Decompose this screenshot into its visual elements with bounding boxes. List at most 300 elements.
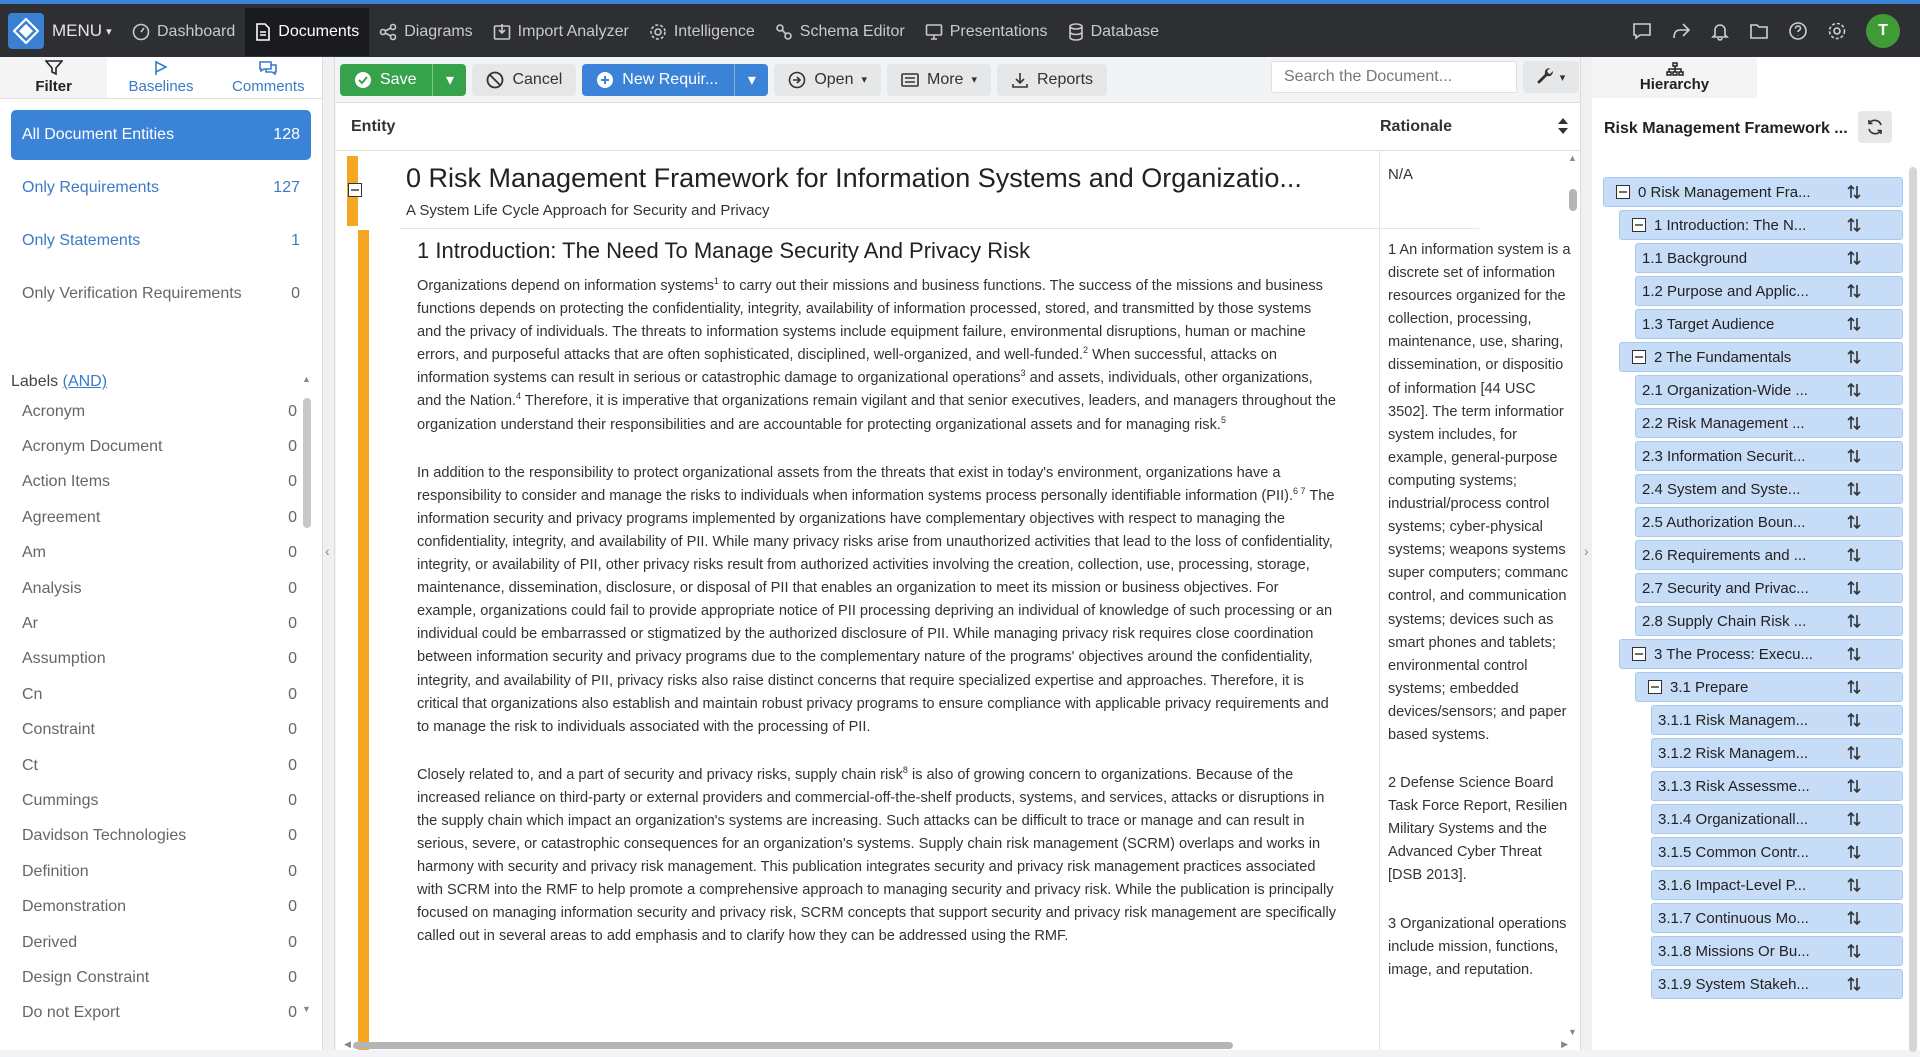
reorder-icon[interactable]	[1846, 745, 1862, 761]
label-name: Ct	[22, 756, 38, 774]
reorder-icon[interactable]	[1846, 481, 1862, 497]
tree-node-label: 1.3 Target Audience	[1642, 315, 1775, 333]
menu-button[interactable]	[52, 21, 112, 41]
column-divider	[1379, 228, 1380, 1050]
label-count: 0	[288, 968, 297, 986]
save-button[interactable]	[340, 64, 466, 96]
rationale-line: maintenance, use, sharing,	[1388, 334, 1564, 351]
label-name: Davidson Technologies	[22, 827, 187, 845]
paragraph: In addition to the responsibility to protect organizational assets from the threats that exist in today's environment, organizations have a responsibility to consider and manage the risks to individuals when information systems process personally identifiable information (PII).$^{6 7}$ The information security and privacy programs implemented by organizations have complementary objectives with respect to managing the confidentiality, integrity, and availability of PII. While many privacy risks arise from unauthorized activities that lead to the loss of confidentiality, integrity, or availability of PII, other privacy risks result from authorized activities involving the creation, collection, use, processing, storage, maintenance, dissemination, disclosure, or disposal of PII that enables an organization to meet its mission or business objectives. For example, organizations could fail to provide appropriate notice of PII processing depriving an individual of knowledge of such processing or an individual could be embarrassed or stigmatized by the authorized disclosure of PII. While managing privacy risk requires close coordination between information security and privacy programs due to the complementary nature of the programs' objectives around the confidentiality, integrity, and availability of PII, privacy risks also raise distinct concerns that require specialized expertise and approaches. Therefore, it is critical that organizations also establish and maintain robust privacy programs to ensure compliance with applicable privacy requirements and to manage the risk to individuals associated with the processing of PII.	[417, 464, 1335, 735]
filter-all-entities[interactable]	[11, 110, 311, 160]
nav-label: Presentations	[949, 23, 1048, 40]
dashboard-icon	[132, 23, 150, 41]
scroll-thumb[interactable]	[1569, 189, 1577, 211]
chevron-left-icon[interactable]: ‹	[325, 543, 330, 559]
label-name: Design Constraint	[22, 968, 150, 986]
tab-comments[interactable]	[215, 57, 322, 98]
document-search-input[interactable]: Search the Document...	[1271, 61, 1517, 93]
share-icon[interactable]	[1671, 21, 1691, 41]
folder-icon[interactable]	[1749, 21, 1769, 41]
rationale-footnote	[1388, 772, 1576, 887]
rationale-line: devices/sensors; and paper	[1388, 703, 1567, 720]
rationale-line: discrete set of information	[1388, 265, 1556, 282]
nav-label: Import Analyzer	[517, 23, 629, 40]
label-item[interactable]	[11, 889, 308, 924]
tree-node[interactable]	[1651, 903, 1903, 933]
tree-node[interactable]	[1651, 969, 1903, 999]
row-divider	[399, 228, 1479, 229]
label-name: Cn	[22, 685, 43, 703]
hierarchy-panel	[1592, 57, 1920, 1050]
reorder-icon[interactable]	[1846, 646, 1862, 662]
paragraph: Organizations depend on information systems$^1$ to carry out their missions and business functions. The success of the missions and business functions depends on protecting the confidentiality, integrity, availability of information processed, stored, and transmitted by those systems and the privacy of individuals. The threats to information systems include equipment failure, environmental disruptions, human or machine errors, and purposeful attacks that are often sophisticated, disciplined, well-organized, and well-funded.$^2$ When successful, attacks on information systems can result in serious or catastrophic damage to organizational operations$^3$ and assets, individuals, other organizations, and the Nation.$^4$ Therefore, it is imperative that organizations remain vigilant and that senior executives, leaders, and managers throughout the organization understand their responsibilities and are accountable for protecting organizational assets and for managing risk.$^5$	[417, 276, 1337, 433]
hierarchy-title: Risk Management Framework ...	[1604, 120, 1848, 137]
label-item[interactable]	[11, 642, 308, 677]
tree-node[interactable]	[1635, 540, 1903, 570]
reorder-icon[interactable]	[1846, 976, 1862, 992]
reorder-icon[interactable]	[1846, 844, 1862, 860]
check-circle-icon	[354, 71, 372, 89]
tree-node[interactable]	[1635, 573, 1903, 603]
tree-node-label: 2.3 Information Securit...	[1642, 447, 1806, 465]
tree-node[interactable]	[1651, 837, 1903, 867]
scroll-right-icon[interactable]: ▶	[1561, 1039, 1568, 1049]
entity-column-header[interactable]: Entity	[351, 118, 396, 135]
rationale-line: collection, processing,	[1388, 311, 1532, 328]
reorder-icon[interactable]	[1846, 613, 1862, 629]
comments-icon	[258, 60, 278, 76]
reorder-icon[interactable]	[1846, 217, 1862, 233]
funnel-icon	[45, 60, 63, 76]
filter-panel	[0, 57, 323, 1050]
open-button[interactable]	[774, 64, 881, 96]
label-count: 0	[288, 791, 297, 809]
tab-hierarchy[interactable]	[1592, 57, 1757, 100]
nav-import-analyzer[interactable]	[483, 8, 639, 56]
rationale-footnote	[1388, 239, 1576, 747]
tree-node-label: 3.1.1 Risk Managem...	[1658, 711, 1809, 729]
diagram-icon	[379, 23, 397, 41]
tree-node-label: 3 The Process: Execu...	[1654, 645, 1813, 663]
tree-node-label: 2.7 Security and Privac...	[1642, 579, 1809, 597]
tree-node[interactable]	[1651, 771, 1903, 801]
menu-label: MENU	[52, 21, 103, 40]
rationale-footnote	[1388, 913, 1576, 982]
wrench-icon	[1537, 68, 1555, 86]
labels-list	[11, 394, 308, 1031]
paragraph: Closely related to, and a part of security and privacy risks, supply chain risk$^8$ is also of growing concern to organizations. Because of the increased reliance on third-party or external providers and commercial-off-the-shelf products, systems, and services, attacks or disruptions in the supply chain which impact an organization's systems are increasing. Such attacks can be difficult to trace or manage and can result in serious, severe, or catastrophic consequences for an organization's systems. Supply chain risk management (SCRM) overlaps and works in harmony with security and privacy risk management. This publication integrates security and privacy risk management practices associated with SCRM into the RMF to help promote a comprehensive approach to managing security and privacy risk. While the publication is principally focused on managing information security and privacy risk, SCRM concepts that support security and privacy risk management are specifically called out in several areas to add emphasis and to clarify how they can be addressed using the RMF.	[417, 764, 1337, 945]
label-count: 0	[288, 650, 297, 668]
label-count: 0	[288, 1004, 297, 1022]
labels-scrollbar[interactable]	[302, 374, 312, 1014]
tree-node[interactable]	[1635, 276, 1903, 306]
label-item[interactable]	[11, 536, 308, 571]
help-icon[interactable]	[1788, 21, 1808, 41]
tree-node[interactable]	[1635, 672, 1903, 702]
cancel-label: Cancel	[512, 70, 563, 88]
label-item[interactable]	[11, 854, 308, 889]
reorder-icon[interactable]	[1846, 679, 1862, 695]
label-count: 0	[288, 579, 297, 597]
document-subtitle: A System Life Cycle Approach for Security and Privacy	[406, 202, 770, 219]
label-count: 0	[288, 933, 297, 951]
hierarchy-scrollbar[interactable]	[1908, 157, 1918, 1057]
label-item[interactable]	[11, 925, 308, 960]
reports-button[interactable]	[997, 64, 1107, 96]
document-view	[336, 102, 1580, 1050]
tree-node[interactable]	[1635, 474, 1903, 504]
rationale-line: smart phones and tablets;	[1388, 634, 1556, 651]
reorder-icon[interactable]	[1846, 415, 1862, 431]
reorder-icon[interactable]	[1846, 250, 1862, 266]
label-count: 0	[288, 508, 297, 526]
user-avatar[interactable]: T	[1866, 14, 1900, 48]
chevron-right-icon[interactable]: ›	[1584, 543, 1589, 559]
title-rationale: N/A	[1388, 166, 1414, 183]
right-splitter[interactable]	[1580, 57, 1592, 1050]
tree-node[interactable]	[1603, 177, 1903, 207]
document-horizontal-scrollbar[interactable]	[344, 1039, 1580, 1051]
save-label: Save	[380, 70, 417, 88]
nav-dashboard[interactable]	[122, 8, 245, 56]
label-item[interactable]	[11, 606, 308, 641]
label-item[interactable]	[11, 819, 308, 854]
nav-label: Diagrams	[404, 23, 473, 40]
nav-label: Intelligence	[673, 23, 755, 40]
tree-node-label: 1.2 Purpose and Applic...	[1642, 282, 1809, 300]
reorder-icon[interactable]	[1846, 547, 1862, 563]
filter-only-requirements[interactable]	[11, 163, 311, 213]
nav-documents[interactable]	[245, 8, 369, 56]
rationale-column-header[interactable]: Rationale	[1380, 118, 1453, 135]
app-logo-icon[interactable]	[8, 13, 44, 49]
collapse-icon[interactable]	[1632, 218, 1646, 232]
reorder-icon[interactable]	[1846, 910, 1862, 926]
tree-node[interactable]	[1635, 507, 1903, 537]
import-icon	[493, 23, 511, 41]
reorder-icon[interactable]	[1846, 349, 1862, 365]
tree-node[interactable]	[1635, 375, 1903, 405]
label-item[interactable]	[11, 748, 308, 783]
rationale-line: Military Systems and the	[1388, 821, 1547, 838]
rationale-line: system includes, for	[1388, 426, 1517, 443]
filter-only-verification[interactable]	[11, 269, 311, 319]
hierarchy-icon	[1666, 62, 1684, 76]
tree-node-label: 0 Risk Management Fra...	[1638, 183, 1811, 201]
tree-node-label: 3.1.3 Risk Assessme...	[1658, 777, 1810, 795]
tree-node[interactable]	[1635, 441, 1903, 471]
filter-count: 127	[273, 179, 300, 196]
label-name: Constraint	[22, 721, 95, 739]
nav-label: Schema Editor	[799, 23, 905, 40]
rationale-line: systems; devices such as	[1388, 611, 1554, 628]
new-requirement-label: New Requir...	[622, 70, 719, 88]
collapse-icon[interactable]	[1648, 680, 1662, 694]
label-name: Acronym	[22, 402, 86, 420]
label-name: Ar	[22, 615, 38, 633]
scroll-thumb[interactable]	[303, 398, 311, 528]
label-name: Action Items	[22, 473, 111, 491]
label-name: Assumption	[22, 650, 106, 668]
tab-label: Comments	[232, 78, 305, 95]
nav-diagrams[interactable]	[369, 8, 482, 56]
label-count: 0	[288, 402, 297, 420]
rationale-line: 1 An information system is a	[1388, 242, 1571, 258]
nav-database[interactable]	[1058, 8, 1170, 56]
open-arrow-icon	[788, 71, 806, 89]
plus-circle-icon	[596, 71, 614, 89]
cancel-icon	[486, 71, 504, 89]
label-item[interactable]	[11, 429, 308, 464]
rationale-line: industrial/process control	[1388, 496, 1550, 513]
collapse-icon[interactable]	[348, 183, 362, 197]
reorder-icon[interactable]	[1846, 877, 1862, 893]
chat-icon[interactable]	[1632, 21, 1652, 41]
reorder-icon[interactable]	[1846, 382, 1862, 398]
filter-label: All Document Entities	[22, 126, 175, 143]
rationale-line: [DSB 2013].	[1388, 867, 1467, 884]
scroll-thumb[interactable]	[1909, 167, 1917, 1052]
label-count: 0	[288, 685, 297, 703]
chevron-down-icon: ▾	[106, 25, 112, 38]
label-name: Agreement	[22, 508, 101, 526]
document-icon	[255, 23, 271, 41]
filter-count: 0	[291, 285, 300, 302]
rationale-line: image, and reputation.	[1388, 961, 1534, 978]
nav-schema-editor[interactable]	[765, 8, 915, 56]
rationale-line: Task Force Report, Resilien	[1388, 798, 1568, 815]
tree-node-label: 3.1 Prepare	[1670, 678, 1749, 696]
tree-node-label: 2.5 Authorization Boun...	[1642, 513, 1806, 531]
label-item[interactable]	[11, 960, 308, 995]
label-count: 0	[288, 615, 297, 633]
filter-count: 128	[273, 126, 300, 143]
nav-label: Dashboard	[157, 23, 236, 40]
tab-filter[interactable]	[0, 57, 107, 98]
section-heading[interactable]: 1 Introduction: The Need To Manage Security And Privacy Risk	[417, 238, 1031, 263]
labels-title: Labels	[11, 373, 59, 390]
settings-gear-icon[interactable]	[1827, 21, 1847, 41]
rationale-line: based systems.	[1388, 726, 1490, 743]
filter-label: Only Verification Requirements	[22, 285, 242, 302]
more-label: More	[927, 70, 964, 88]
label-item[interactable]	[11, 500, 308, 535]
tree-node[interactable]	[1635, 408, 1903, 438]
filter-label: Only Requirements	[22, 179, 159, 196]
scroll-left-icon[interactable]: ◀	[344, 1039, 351, 1049]
rationale-line: 2 Defense Science Board	[1388, 775, 1554, 792]
tree-node[interactable]	[1635, 309, 1903, 339]
download-icon	[1011, 71, 1029, 89]
scroll-up-icon[interactable]: ▲	[302, 374, 311, 384]
label-count: 0	[288, 473, 297, 491]
tree-node[interactable]	[1635, 606, 1903, 636]
label-count: 0	[288, 756, 297, 774]
rationale-line: 3 Organizational operations	[1388, 915, 1567, 932]
tree-node[interactable]	[1651, 804, 1903, 834]
rationale-line: super computers; commanc	[1388, 565, 1569, 582]
gear-icon	[649, 23, 667, 41]
document-vertical-scrollbar[interactable]	[1566, 151, 1580, 1037]
scroll-up-icon[interactable]: ▲	[1568, 153, 1577, 163]
rationale-line: example, general-purpose	[1388, 449, 1558, 466]
tree-node-label: 1 Introduction: The N...	[1654, 216, 1807, 234]
tree-node[interactable]	[1651, 738, 1903, 768]
nav-label: Database	[1090, 23, 1160, 40]
database-icon	[1068, 23, 1084, 41]
label-item[interactable]	[11, 677, 308, 712]
bell-icon[interactable]	[1710, 21, 1730, 41]
reorder-icon[interactable]	[1846, 580, 1862, 596]
label-name: Am	[22, 544, 46, 562]
column-divider	[1379, 151, 1380, 228]
tree-node[interactable]	[1651, 705, 1903, 735]
tab-label: Hierarchy	[1639, 76, 1710, 93]
tree-node-label: 1.1 Background	[1642, 249, 1748, 267]
list-icon	[901, 72, 919, 88]
sort-icon[interactable]	[1557, 117, 1569, 135]
tree-node-label: 3.1.9 System Stakeh...	[1658, 975, 1809, 993]
rationale-line: systems; weapons systems	[1388, 542, 1566, 559]
tree-node[interactable]	[1651, 936, 1903, 966]
label-count: 0	[288, 898, 297, 916]
hierarchy-tree	[1603, 177, 1903, 1002]
rationale-line: control, and communication	[1388, 588, 1567, 605]
label-count: 0	[288, 862, 297, 880]
label-item[interactable]	[11, 465, 308, 500]
nav-intelligence[interactable]	[639, 8, 765, 56]
document-column-header	[336, 103, 1580, 151]
tree-node[interactable]	[1619, 342, 1903, 372]
labels-heading	[11, 373, 107, 391]
rationale-line: of information [44 USC	[1388, 380, 1536, 397]
tree-node-label: 2 The Fundamentals	[1654, 348, 1792, 366]
open-label: Open	[814, 70, 854, 88]
left-splitter[interactable]	[323, 57, 335, 1050]
tree-node-label: 3.1.8 Missions Or Bu...	[1658, 942, 1810, 960]
tab-label: Filter	[35, 78, 72, 95]
reorder-icon[interactable]	[1846, 448, 1862, 464]
tree-node-label: 3.1.2 Risk Managem...	[1658, 744, 1809, 762]
label-name: Cummings	[22, 791, 99, 809]
nav-label: Documents	[278, 23, 360, 40]
chevron-down-icon: ▾	[1559, 71, 1566, 84]
tree-node-label: 3.1.4 Organizationall...	[1658, 810, 1809, 828]
more-button[interactable]	[887, 64, 991, 96]
rationale-line: Advanced Cyber Threat	[1388, 844, 1542, 861]
tree-node-label: 2.2 Risk Management ...	[1642, 414, 1805, 432]
reorder-icon[interactable]	[1846, 712, 1862, 728]
labels-mode-link[interactable]: (AND)	[62, 373, 108, 390]
reorder-icon[interactable]	[1846, 811, 1862, 827]
rationale-line: systems; embedded	[1388, 680, 1519, 697]
label-name: Do not Export	[22, 1004, 120, 1022]
tab-label: Baselines	[128, 78, 194, 95]
reorder-icon[interactable]	[1846, 283, 1862, 299]
tree-node-label: 3.1.6 Impact-Level P...	[1658, 876, 1807, 894]
tree-node-label: 2.6 Requirements and ...	[1642, 546, 1807, 564]
refresh-icon	[1866, 118, 1884, 136]
label-item[interactable]	[11, 571, 308, 606]
filter-label: Only Statements	[22, 232, 141, 249]
tree-node[interactable]	[1635, 243, 1903, 273]
new-requirement-dropdown-icon[interactable]: ▾	[734, 64, 768, 96]
row-status-bar	[358, 230, 369, 1050]
rationale-line: resources organized for the	[1388, 288, 1566, 305]
tree-node[interactable]	[1619, 210, 1903, 240]
label-count: 0	[288, 721, 297, 739]
tree-node[interactable]	[1651, 870, 1903, 900]
label-name: Demonstration	[22, 898, 127, 916]
label-item[interactable]	[11, 713, 308, 748]
flag-icon	[153, 60, 169, 76]
tools-button[interactable]	[1523, 61, 1579, 93]
rationale-line: 3502]. The term informatior	[1388, 403, 1564, 420]
save-dropdown-icon[interactable]: ▾	[432, 64, 466, 96]
section-body[interactable]	[417, 275, 1337, 974]
rationale-text	[1388, 239, 1576, 1007]
collapse-icon[interactable]	[1616, 185, 1630, 199]
collapse-icon[interactable]	[1632, 647, 1646, 661]
tree-node-label: 3.1.7 Continuous Mo...	[1658, 909, 1809, 927]
reorder-icon[interactable]	[1846, 184, 1862, 200]
cancel-button[interactable]	[472, 64, 576, 96]
rationale-line: dissemination, or dispositio	[1388, 357, 1564, 374]
label-item[interactable]	[11, 996, 308, 1031]
rationale-line: systems; cyber-physical	[1388, 519, 1543, 536]
chevron-down-icon: ▾	[971, 74, 977, 86]
refresh-button[interactable]	[1858, 111, 1892, 143]
reorder-icon[interactable]	[1846, 316, 1862, 332]
filter-count: 1	[291, 232, 300, 249]
scroll-down-icon[interactable]: ▼	[302, 1004, 311, 1014]
reorder-icon[interactable]	[1846, 943, 1862, 959]
rationale-line: include mission, functions,	[1388, 938, 1559, 955]
tree-node-label: 3.1.5 Common Contr...	[1658, 843, 1809, 861]
rationale-line: computing systems;	[1388, 472, 1517, 489]
schema-icon	[775, 23, 793, 41]
tree-node-label: 2.8 Supply Chain Risk ...	[1642, 612, 1807, 630]
tree-node[interactable]	[1619, 639, 1903, 669]
chevron-down-icon: ▾	[861, 74, 867, 86]
new-requirement-button[interactable]	[582, 64, 768, 96]
label-name: Definition	[22, 862, 89, 880]
label-name: Analysis	[22, 579, 82, 597]
document-title[interactable]: 0 Risk Management Framework for Information Systems and Organizatio...	[406, 163, 1302, 193]
label-count: 0	[288, 827, 297, 845]
label-name: Acronym Document	[22, 438, 163, 456]
label-item[interactable]	[11, 783, 308, 818]
label-item[interactable]	[11, 394, 308, 429]
nav-presentations[interactable]	[915, 8, 1058, 56]
tree-node-label: 2.4 System and Syste...	[1642, 480, 1801, 498]
presentation-icon	[925, 23, 943, 41]
tab-baselines[interactable]	[107, 57, 214, 98]
reorder-icon[interactable]	[1846, 778, 1862, 794]
scroll-thumb[interactable]	[353, 1042, 1233, 1049]
collapse-icon[interactable]	[1632, 350, 1646, 364]
label-count: 0	[288, 544, 297, 562]
label-name: Derived	[22, 933, 78, 951]
scroll-down-icon[interactable]: ▼	[1568, 1027, 1577, 1037]
label-count: 0	[288, 438, 297, 456]
top-navigation-bar	[0, 0, 1920, 57]
reports-label: Reports	[1036, 70, 1094, 88]
rationale-line: environmental control	[1388, 657, 1528, 674]
tree-node-label: 2.1 Organization-Wide ...	[1642, 381, 1808, 399]
reorder-icon[interactable]	[1846, 514, 1862, 530]
filter-only-statements[interactable]	[11, 216, 311, 266]
